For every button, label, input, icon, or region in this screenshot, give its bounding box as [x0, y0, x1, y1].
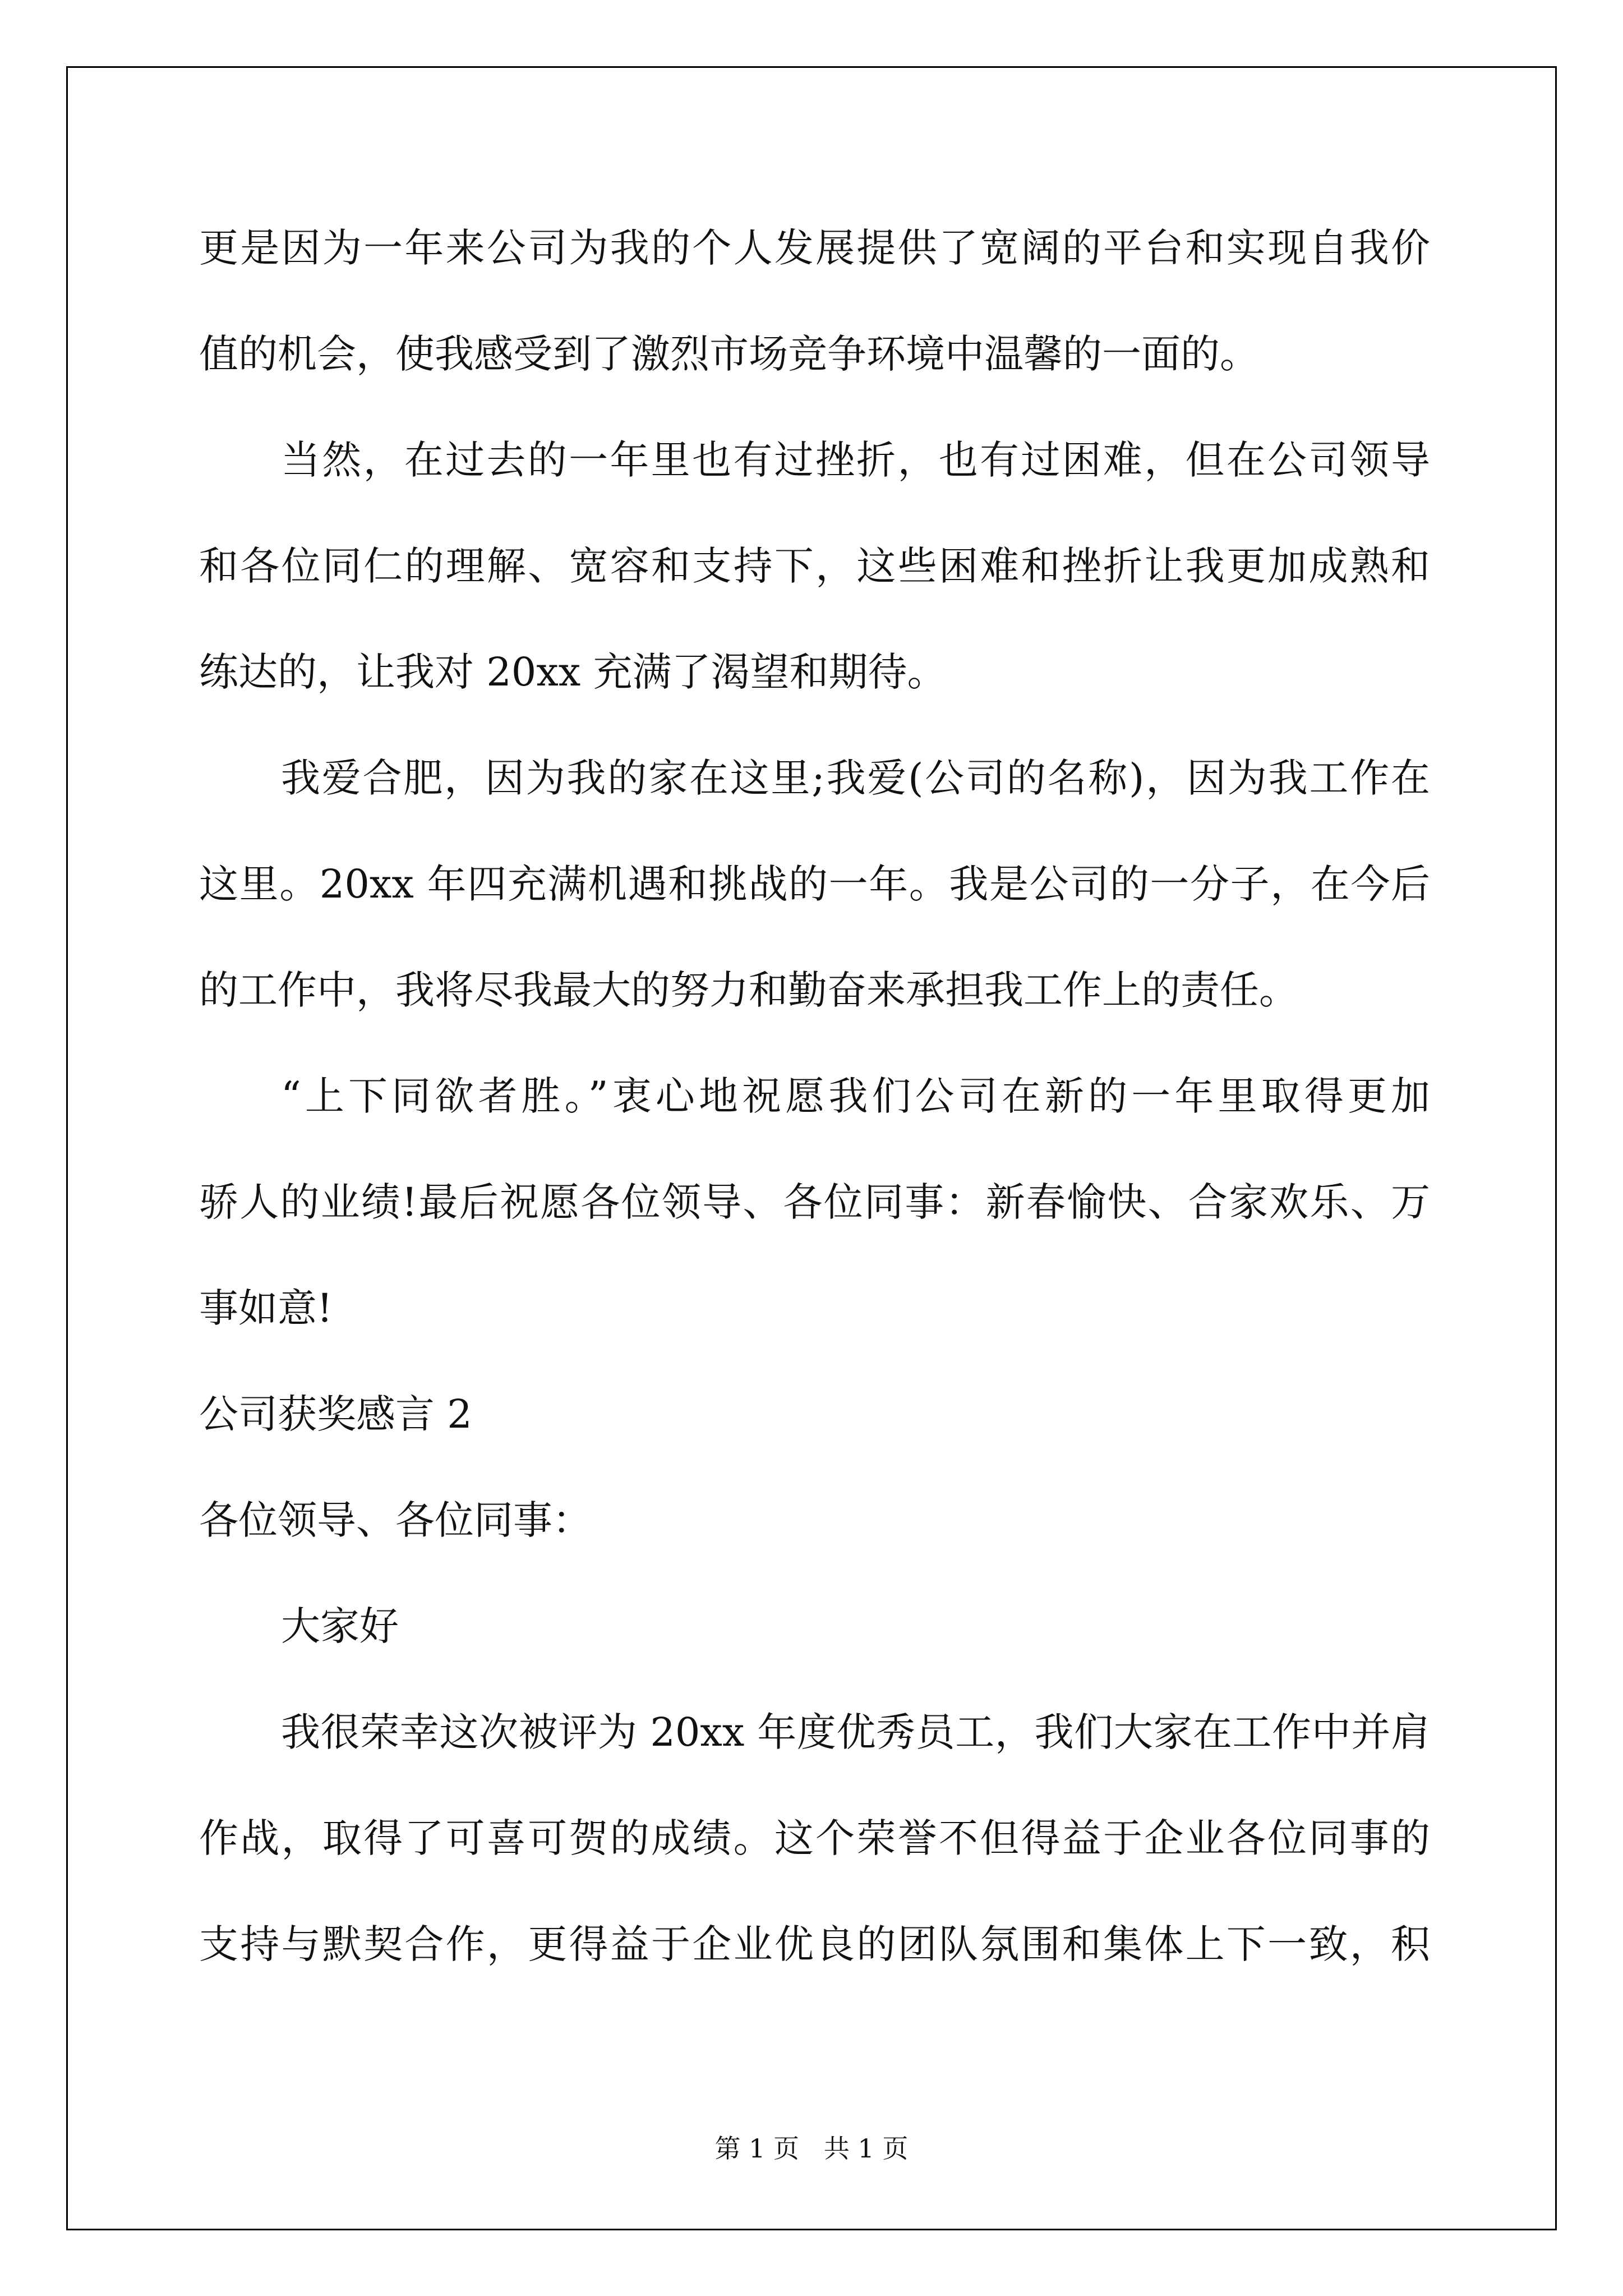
salutation: 各位领导、各位同事： [199, 1497, 592, 1543]
paragraph-line: 骄人的业绩!最后祝愿各位领导、各位同事：新春愉快、合家欢乐、万 [199, 1179, 1430, 1225]
paragraph-line: 的工作中，我将尽我最大的努力和勤奋来承担我工作上的责任。 [199, 967, 1298, 1013]
document-body [199, 213, 1430, 2016]
paragraph-line: 更是因为一年来公司为我的个人发展提供了宽阔的平台和实现自我价 [199, 225, 1430, 271]
section-heading: 公司获奖感言 2 [199, 1391, 472, 1437]
paragraph-line: 我爱合肥，因为我的家在这里;我爱(公司的名称)，因为我工作在 [281, 755, 1430, 801]
paragraph-line: 我很荣幸这次被评为 20xx 年度优秀员工，我们大家在工作中并肩 [281, 1709, 1430, 1755]
paragraph-line: “上下同欲者胜。”衷心地祝愿我们公司在新的一年里取得更加 [281, 1073, 1430, 1119]
paragraph-line: 当然，在过去的一年里也有过挫折，也有过困难，但在公司领导 [281, 437, 1430, 483]
paragraph-line: 支持与默契合作，更得益于企业优良的团队氛围和集体上下一致，积 [199, 1921, 1430, 1967]
paragraph-line: 作战，取得了可喜可贺的成绩。这个荣誉不但得益于企业各位同事的 [199, 1815, 1430, 1861]
paragraph-line: 练达的，让我对 20xx 充满了渴望和期待。 [199, 649, 947, 695]
paragraph-line: 和各位同仁的理解、宽容和支持下，这些困难和挫折让我更加成熟和 [199, 543, 1430, 589]
page-footer: 第 1 页 共 1 页 [714, 2133, 909, 2164]
paragraph-line: 事如意! [199, 1285, 333, 1331]
greeting: 大家好 [281, 1603, 399, 1649]
paragraph-line: 这里。20xx 年四充满机遇和挑战的一年。我是公司的一分子，在今后 [199, 861, 1430, 907]
paragraph-line: 值的机会，使我感受到了激烈市场竞争环境中温馨的一面的。 [199, 331, 1259, 377]
